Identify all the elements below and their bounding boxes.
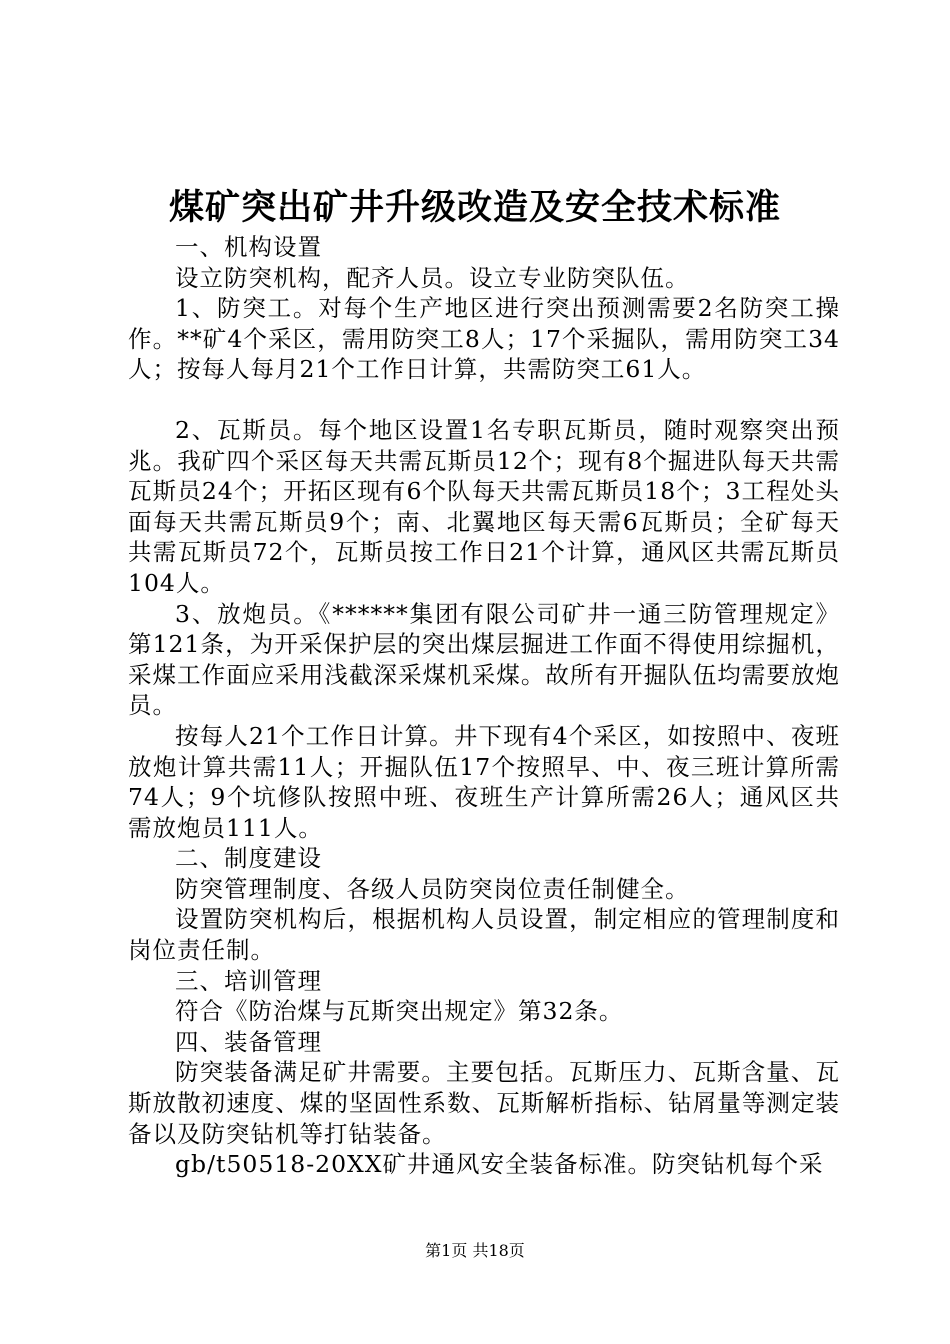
paragraph: 按每人21个工作日计算。井下现有4个采区，如按照中、夜班放炮计算共需11人；开掘队伍17个按照早、中、夜三班计算所需74人；9个坑修队按照中班、夜班生产计算所需26人；通风区共需放炮员111人。 bbox=[128, 721, 840, 842]
section-heading-equipment: 四、装备管理 bbox=[175, 1027, 322, 1056]
page-footer: 第1页 共18页 bbox=[425, 1241, 525, 1260]
paragraph: 设置防突机构后，根据机构人员设置，制定相应的管理制度和岗位责任制。 bbox=[128, 905, 840, 965]
document-body bbox=[128, 232, 840, 1180]
paragraph: 3、放炮员。《******集团有限公司矿井一通三防管理规定》第121条，为开采保护层的突出煤层掘进工作面不得使用综掘机，采煤工作面应采用浅截深采煤机采煤。故所有开掘队伍均需要放炮员。 bbox=[128, 599, 840, 720]
section-heading-system: 二、制度建设 bbox=[175, 844, 322, 873]
paragraph: 1、防突工。对每个生产地区进行突出预测需要2名防突工操作。**矿4个采区，需用防突工8人；17个采掘队，需用防突工34人；按每人每月21个工作日计算，共需防突工61人。 bbox=[128, 294, 840, 384]
paragraph: 设立防突机构，配齐人员。设立专业防突队伍。 bbox=[175, 263, 690, 292]
document-title: 煤矿突出矿井升级改造及安全技术标准 bbox=[168, 187, 781, 228]
paragraph: 防突管理制度、各级人员防突岗位责任制健全。 bbox=[175, 874, 690, 903]
paragraph: 符合《防治煤与瓦斯突出规定》第32条。 bbox=[175, 997, 624, 1026]
paragraph: 2、瓦斯员。每个地区设置1名专职瓦斯员，随时观察突出预兆。我矿四个采区每天共需瓦斯员12个；现有8个掘进队每天共需瓦斯员24个；开拓区现有6个队每天共需瓦斯员18个；3工程处头面每天共需瓦斯员9个；南、北翼地区每天需6瓦斯员；全矿每天共需瓦斯员72个，瓦斯员按工作日21个计算，通风区共需瓦斯员104人。 bbox=[128, 415, 840, 597]
paragraph: gb/t50518-20XX矿井通风安全装备标准。防突钻机每个采 bbox=[175, 1150, 824, 1179]
section-heading-training: 三、培训管理 bbox=[175, 966, 322, 995]
paragraph: 防突装备满足矿井需要。主要包括。瓦斯压力、瓦斯含量、瓦斯放散初速度、煤的坚固性系数、瓦斯解析指标、钻屑量等测定装备以及防突钻机等打钻装备。 bbox=[128, 1058, 840, 1148]
section-heading-organization: 一、机构设置 bbox=[175, 233, 322, 261]
